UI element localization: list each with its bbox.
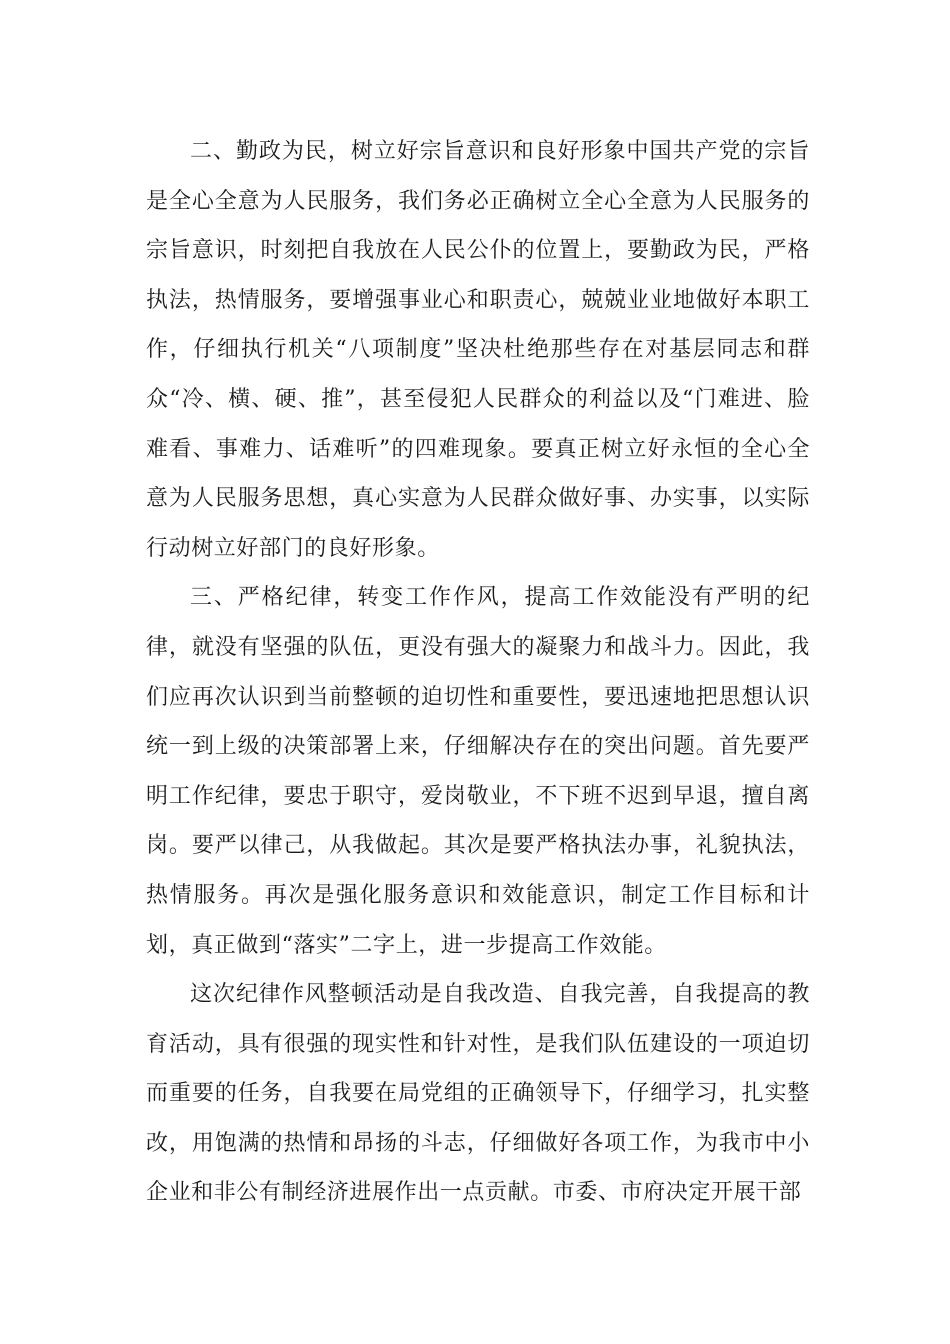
paragraph-diligent-governance: 二、勤政为民，树立好宗旨意识和良好形象中国共产党的宗旨是全心全意为人民服务，我们务必正确树立全心全意为人民服务的宗旨意识，时刻把自我放在人民公仆的位置上，要勤政为民，严格执法，热情服务，要增强事业心和职责心，兢兢业业地做好本职工作，仔细执行机关“八项制度”坚决杜绝那些存在对基层同志和群众“冷、横、硬、推”，甚至侵犯人民群众的利益以及“门难进、脸难看、事难力、话难听”的四难现象。要真正树立好永恒的全心全意为人民服务思想，真心实意为人民群众做好事、办实事，以实际行动树立好部门的良好形象。 (146, 139, 810, 561)
paragraph-rectification-activity: 这次纪律作风整顿活动是自我改造、自我完善，自我提高的教育活动，具有很强的现实性和针对性，是我们队伍建设的一项迫切而重要的任务，自我要在局党组的正确领导下，仔细学习，扎实整改，用饱满的热情和昂扬的斗志，仔细做好各项工作，为我市中小企业和非公有制经济进展作出一点贡献。市委、市府决定开展干部 (146, 982, 810, 1206)
paragraph-strict-discipline: 三、严格纪律，转变工作作风，提高工作效能没有严明的纪律，就没有坚强的队伍，更没有强大的凝聚力和战斗力。因此，我们应再次认识到当前整顿的迫切性和重要性，要迅速地把思想认识统一到上级的决策部署上来，仔细解决存在的突出问题。首先要严明工作纪律，要忠于职守，爱岗敬业，不下班不迟到早退，擅自离岗。要严以律己，从我做起。其次是要严格执法办事，礼貌执法，热情服务。再次是强化服务意识和效能意识，制定工作目标和计划，真正做到“落实”二字上，进一步提高工作效能。 (146, 585, 810, 958)
document-body (146, 127, 810, 1218)
